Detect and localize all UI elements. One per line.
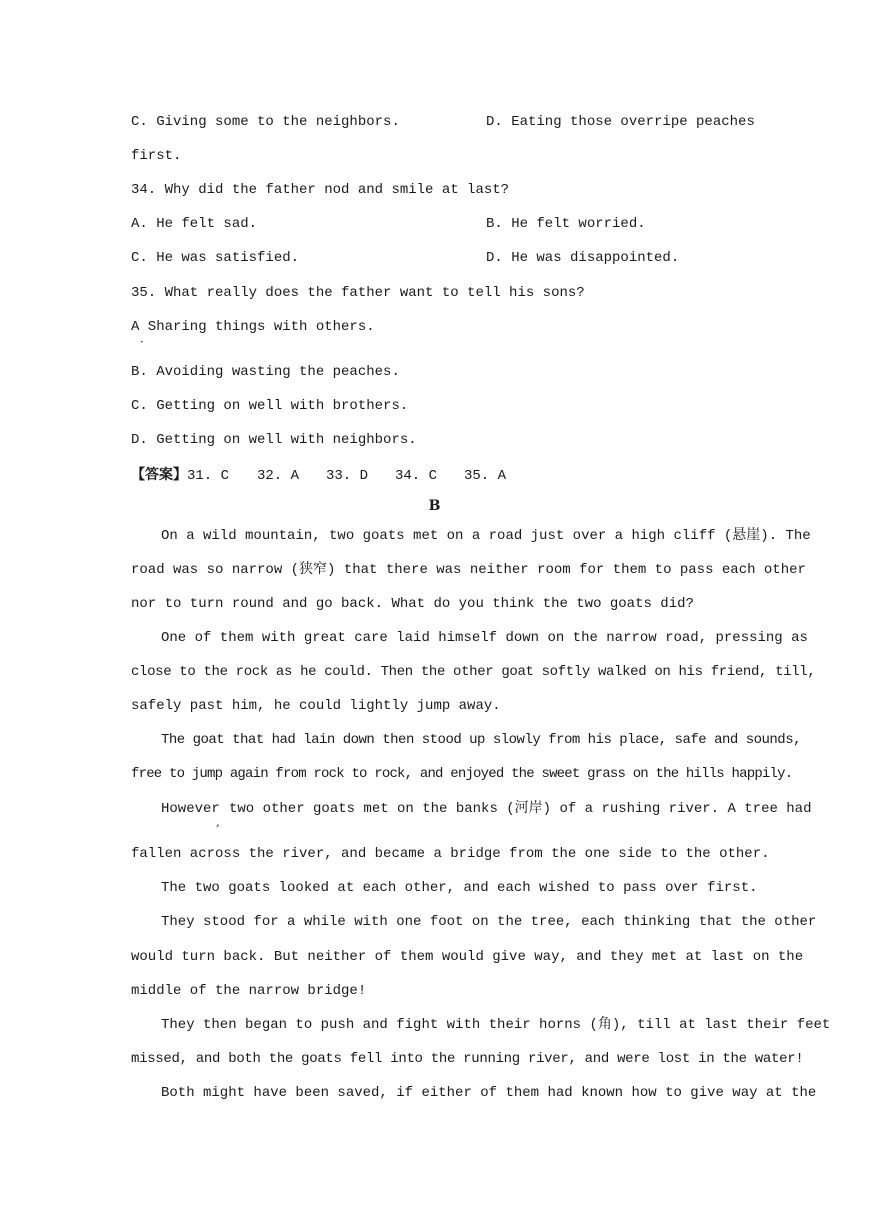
passage-line: The two goats looked at each other, and each wished to pass over first. [161, 880, 758, 896]
q35-option-a: A Sharing things with others. [131, 319, 375, 335]
q34-options-row-1 [131, 215, 737, 233]
comma-mark: , [216, 815, 220, 829]
q34-option-c: C. He was satisfied. [131, 250, 300, 266]
answer-key [131, 466, 506, 484]
q35-option-d: D. Getting on well with neighbors. [131, 432, 417, 448]
q35-stem: 35. What really does the father want to tell his sons? [131, 285, 585, 301]
passage-line: middle of the narrow bridge! [131, 983, 367, 999]
passage-line: The goat that had lain down then stood up slowly from his place, safe and sounds, [161, 732, 802, 748]
passage-line: They then began to push and fight with their horns (角), till at last their feet [161, 1017, 831, 1033]
passage-line-start: However [161, 801, 220, 817]
answer-31: 31. C [187, 468, 230, 484]
q34-stem: 34. Why did the father nod and smile at last? [131, 182, 510, 198]
section-heading: B [428, 498, 441, 514]
passage-line: free to jump again from rock to rock, and enjoyed the sweet grass on the hills happily. [131, 766, 793, 782]
q33-option-d-continued: first. [131, 148, 182, 164]
answer-35: 35. A [464, 468, 507, 484]
passage-line: They stood for a while with one foot on the tree, each thinking that the other [161, 914, 817, 930]
passage-line: road was so narrow (狭窄) that there was neither room for them to pass each other [131, 562, 806, 578]
q34-options-row-2 [131, 249, 737, 267]
answer-34: 34. C [395, 468, 438, 484]
passage-line: would turn back. But neither of them would give way, and they met at last on the [131, 949, 804, 965]
q33-option-c: C. Giving some to the neighbors. [131, 114, 400, 130]
answer-label: 【答案】 [131, 467, 187, 483]
answer-32: 32. A [257, 468, 300, 484]
q34-option-a: A. He felt sad. [131, 216, 258, 232]
passage-line: fallen across the river, and became a bridge from the one side to the other. [131, 846, 770, 862]
q33-options-row [131, 113, 755, 131]
passage-line: safely past him, he could lightly jump away. [131, 698, 501, 714]
passage-line: close to the rock as he could. Then the other goat softly walked on his friend, till, [131, 664, 816, 680]
passage-line: nor to turn round and go back. What do you think the two goats did? [131, 596, 694, 612]
q34-option-d: D. He was disappointed. [486, 250, 680, 266]
q35-option-b: B. Avoiding wasting the peaches. [131, 364, 400, 380]
q33-option-d: D. Eating those overripe peaches [486, 114, 755, 130]
stray-dot-mark: · [140, 335, 144, 349]
passage-line: two other goats met on the banks (河岸) of a rushing river. A tree had [229, 801, 812, 817]
passage-line: missed, and both the goats fell into the running river, and were lost in the water! [131, 1051, 804, 1067]
passage-line: Both might have been saved, if either of them had known how to give way at the [161, 1085, 817, 1101]
passage-line: One of them with great care laid himself down on the narrow road, pressing as [161, 630, 808, 646]
answer-33: 33. D [326, 468, 369, 484]
passage-line: On a wild mountain, two goats met on a road just over a high cliff (悬崖). The [161, 528, 811, 544]
q35-option-c: C. Getting on well with brothers. [131, 398, 409, 414]
q34-option-b: B. He felt worried. [486, 216, 646, 232]
